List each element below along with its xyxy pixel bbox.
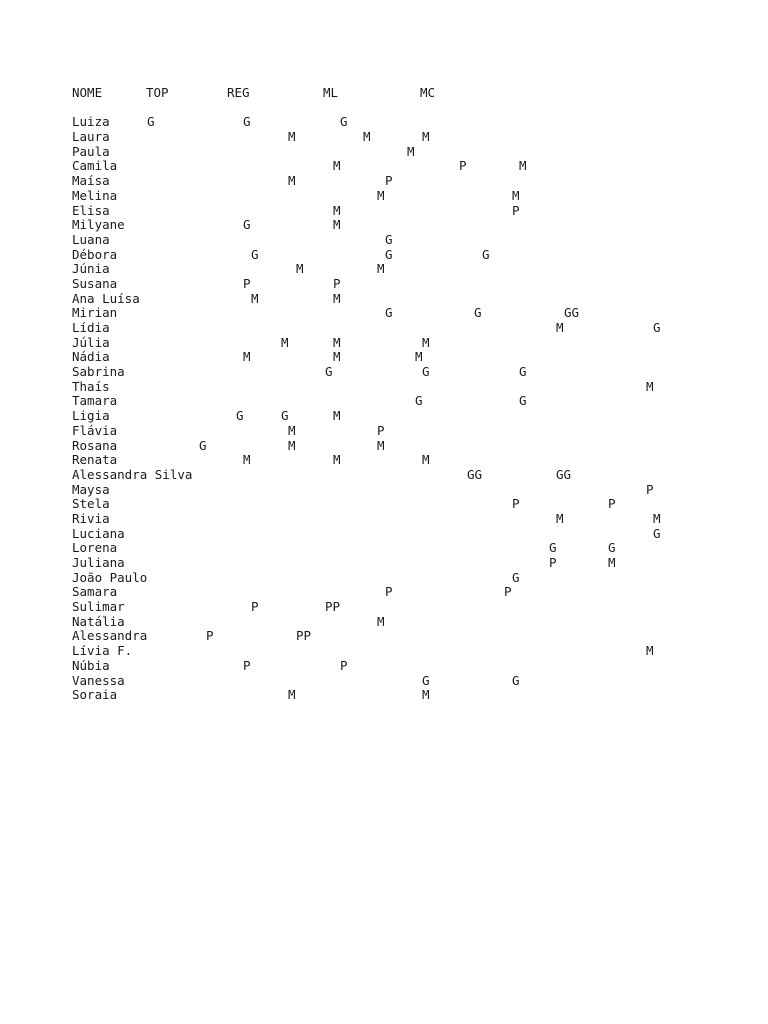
list-item	[72, 306, 752, 321]
list-item	[72, 189, 752, 204]
row-name: João Paulo	[72, 569, 148, 585]
size-mark: PP	[325, 599, 341, 615]
row-name: Ligia	[72, 408, 110, 424]
size-mark: M	[251, 290, 259, 306]
list-item	[72, 394, 752, 409]
header-row	[72, 86, 752, 101]
list-item	[72, 262, 752, 277]
row-name: Nádia	[72, 349, 110, 365]
size-mark: M	[377, 261, 385, 277]
size-mark: G	[385, 305, 393, 321]
row-name: Luana	[72, 231, 110, 247]
row-name: Melina	[72, 187, 118, 203]
size-mark: M	[422, 334, 430, 350]
row-name: Luiza	[72, 114, 110, 130]
size-mark: G	[512, 672, 520, 688]
list-item	[72, 424, 752, 439]
row-name: Lídia	[72, 320, 110, 335]
size-mark: G	[340, 114, 348, 130]
row-name: Susana	[72, 275, 118, 291]
size-mark: M	[407, 143, 415, 159]
size-mark: PP	[296, 628, 312, 644]
size-mark: M	[288, 437, 296, 453]
list-item	[72, 512, 752, 527]
size-mark: P	[459, 158, 467, 174]
size-mark: M	[646, 643, 654, 659]
row-name: Vanessa	[72, 672, 125, 688]
size-mark: G	[549, 540, 557, 556]
size-mark: M	[556, 510, 564, 526]
size-mark: P	[206, 628, 214, 644]
row-name: Rosana	[72, 437, 118, 453]
rows-list	[72, 115, 752, 703]
size-mark: G	[422, 672, 430, 688]
list-item	[72, 130, 752, 145]
list-item	[72, 336, 752, 351]
list-item	[72, 233, 752, 248]
size-mark: G	[385, 231, 393, 247]
list-item	[72, 204, 752, 219]
size-list-document	[72, 86, 752, 703]
size-mark: GG	[556, 466, 572, 482]
row-name: Alessandra	[72, 628, 148, 644]
size-mark: G	[653, 320, 661, 335]
row-name: Elisa	[72, 202, 110, 218]
size-mark: G	[281, 408, 289, 424]
list-item	[72, 674, 752, 689]
size-mark: M	[333, 408, 341, 424]
header-top: TOP	[146, 85, 169, 100]
header-mc: MC	[420, 85, 436, 100]
size-mark: P	[243, 275, 251, 291]
row-name: Lorena	[72, 540, 118, 556]
list-item	[72, 277, 752, 292]
size-mark: M	[422, 129, 430, 145]
size-mark: M	[243, 349, 251, 365]
size-mark: M	[281, 334, 289, 350]
size-mark: G	[519, 364, 527, 380]
list-item	[72, 468, 752, 483]
size-mark: G	[147, 114, 155, 130]
size-mark: P	[251, 599, 259, 615]
header-nome: NOME	[72, 85, 103, 100]
size-mark: G	[519, 393, 527, 409]
row-name: Flávia	[72, 422, 118, 438]
size-mark: GG	[467, 466, 483, 482]
row-name: Juliana	[72, 555, 125, 570]
size-mark: G	[236, 408, 244, 424]
row-name: Samara	[72, 584, 118, 600]
size-mark: M	[519, 158, 527, 174]
list-item	[72, 659, 752, 674]
size-mark: M	[422, 687, 430, 703]
size-mark: P	[377, 422, 385, 438]
size-mark: P	[385, 173, 393, 189]
row-name: Laura	[72, 129, 110, 145]
list-item	[72, 218, 752, 233]
size-mark: M	[333, 290, 341, 306]
list-item	[72, 497, 752, 512]
size-mark: M	[512, 187, 520, 203]
row-name: Júnia	[72, 261, 110, 277]
list-item	[72, 629, 752, 644]
list-item	[72, 321, 752, 336]
list-item	[72, 688, 752, 703]
row-name: Natália	[72, 613, 125, 629]
size-mark: G	[653, 525, 661, 541]
size-mark: P	[549, 555, 557, 570]
size-mark: M	[415, 349, 423, 365]
row-name: Sabrina	[72, 364, 125, 380]
row-name: Débora	[72, 246, 118, 262]
row-name: Maysa	[72, 481, 110, 497]
size-mark: M	[333, 349, 341, 365]
size-mark: G	[385, 246, 393, 262]
size-mark: G	[199, 437, 207, 453]
list-item	[72, 571, 752, 586]
row-name: Júlia	[72, 334, 110, 350]
size-mark: M	[363, 129, 371, 145]
size-mark: M	[333, 217, 341, 233]
size-mark: M	[288, 173, 296, 189]
size-mark: M	[556, 320, 564, 335]
size-mark: G	[422, 364, 430, 380]
size-mark: M	[422, 452, 430, 468]
row-name: Alessandra Silva	[72, 466, 193, 482]
list-item	[72, 483, 752, 498]
size-mark: P	[512, 496, 520, 512]
size-mark: G	[251, 246, 259, 262]
list-item	[72, 409, 752, 424]
list-item	[72, 174, 752, 189]
list-item	[72, 644, 752, 659]
header-reg: REG	[227, 85, 250, 100]
row-name: Sulimar	[72, 599, 125, 615]
list-item	[72, 145, 752, 160]
header-gap	[72, 101, 752, 116]
list-item	[72, 115, 752, 130]
size-mark: P	[333, 275, 341, 291]
row-name: Thaís	[72, 378, 110, 394]
list-item	[72, 453, 752, 468]
row-name: Soraia	[72, 687, 118, 703]
size-mark: M	[608, 555, 616, 570]
size-mark: P	[385, 584, 393, 600]
list-item	[72, 350, 752, 365]
size-mark: M	[288, 422, 296, 438]
list-item	[72, 615, 752, 630]
size-mark: M	[333, 334, 341, 350]
size-mark: M	[333, 158, 341, 174]
size-mark: M	[243, 452, 251, 468]
list-item	[72, 159, 752, 174]
row-name: Camila	[72, 158, 118, 174]
list-item	[72, 365, 752, 380]
size-mark: M	[377, 613, 385, 629]
list-item	[72, 556, 752, 571]
size-mark: P	[512, 202, 520, 218]
row-name: Stela	[72, 496, 110, 512]
header-ml: ML	[323, 85, 339, 100]
size-mark: M	[646, 378, 654, 394]
size-mark: G	[415, 393, 423, 409]
row-name: Maísa	[72, 173, 110, 189]
size-mark: P	[340, 657, 348, 673]
row-name: Paula	[72, 143, 110, 159]
size-mark: G	[482, 246, 490, 262]
size-mark: M	[377, 187, 385, 203]
list-item	[72, 527, 752, 542]
size-mark: GG	[564, 305, 580, 321]
row-name: Ana Luísa	[72, 290, 140, 306]
size-mark: G	[608, 540, 616, 556]
size-mark: P	[646, 481, 654, 497]
size-mark: M	[288, 687, 296, 703]
row-name: Milyane	[72, 217, 125, 233]
size-mark: P	[504, 584, 512, 600]
list-item	[72, 600, 752, 615]
list-item	[72, 248, 752, 263]
size-mark: G	[474, 305, 482, 321]
list-item	[72, 541, 752, 556]
list-item	[72, 292, 752, 307]
size-mark: G	[243, 114, 251, 130]
list-item	[72, 380, 752, 395]
row-name: Luciana	[72, 525, 125, 541]
size-mark: M	[288, 129, 296, 145]
size-mark: M	[377, 437, 385, 453]
size-mark: G	[325, 364, 333, 380]
size-mark: P	[243, 657, 251, 673]
size-mark: G	[512, 569, 520, 585]
size-mark: M	[296, 261, 304, 277]
row-name: Renata	[72, 452, 118, 468]
list-item	[72, 439, 752, 454]
size-mark: M	[653, 510, 661, 526]
size-mark: G	[243, 217, 251, 233]
row-name: Mirian	[72, 305, 118, 321]
list-item	[72, 585, 752, 600]
size-mark: M	[333, 452, 341, 468]
row-name: Lívia F.	[72, 643, 133, 659]
size-mark: M	[333, 202, 341, 218]
row-name: Núbia	[72, 657, 110, 673]
size-mark: P	[608, 496, 616, 512]
row-name: Tamara	[72, 393, 118, 409]
row-name: Rivia	[72, 510, 110, 526]
